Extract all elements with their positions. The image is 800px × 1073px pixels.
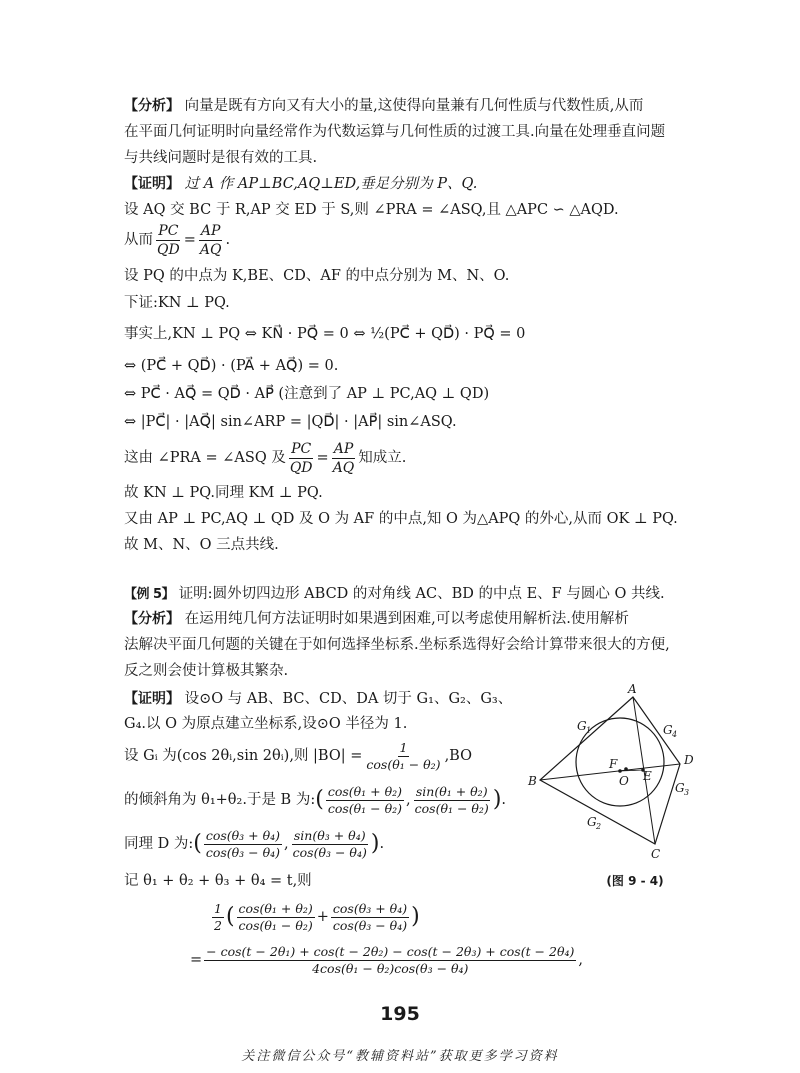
- label-g3-sub: 3: [684, 788, 690, 797]
- analysis2-line1: [124, 608, 709, 630]
- proof1-text1: 过 A 作 AP⊥BC,AQ⊥ED,垂足分别为 P、Q.: [184, 176, 478, 192]
- label-c: C: [651, 847, 661, 861]
- label-f: F: [609, 757, 618, 771]
- proof2-line3: [124, 736, 534, 776]
- proof2-l7-half: [212, 901, 224, 934]
- frac-den: cos(θ₃ − θ₄): [205, 844, 281, 860]
- proof1-line13: 故 M、N、O 三点共线.: [124, 537, 279, 553]
- proof2-line5: 同理 D 为: ( $\frac{\text{cos(θ₃ + θ₄)}}{\text{cos(θ₃ − θ₄)}}$ , $\frac{\text{sin(θ₃ + θ₄)}}{\text{cos(θ₃ − θ₄)}}$ ) .: [124, 827, 385, 860]
- proof1-line4: 设 PQ 的中点为 K,BE、CD、AF 的中点分别为 M、N、O.: [124, 268, 510, 284]
- proof1-line8: ⇔ PC⃗ · AQ⃗ = QD⃗ · AP⃗ (注意到了 AP ⊥ PC,AQ ⊥ QD): [124, 386, 490, 402]
- figure-9-4: [525, 682, 705, 872]
- example5-text: 证明:圆外切四边形 ABCD 的对角线 AC、BD 的中点 E、F 与圆心 O 共线.: [178, 586, 665, 602]
- frac-num: 1: [214, 900, 222, 916]
- proof1-l10-frac2: [331, 440, 357, 477]
- proof1-line3: 从而 $\frac{PC}{QD}$ = $\frac{AP}{AQ}$ .: [124, 222, 231, 258]
- analysis2-line3: 反之则会使计算极其繁杂.: [124, 663, 289, 679]
- frac-num: cos(θ₁ + θ₂): [327, 783, 403, 799]
- proof2-l3-suffix: ,BO: [444, 748, 472, 764]
- proof1-tag: 【证明】: [124, 176, 180, 192]
- frac-den: cos(θ₃ − θ₄): [332, 917, 408, 933]
- label-e: E: [643, 769, 652, 783]
- proof1-line9: ⇔ |PC⃗| · |AQ⃗| sin∠ARP = |QD⃗| · |AP⃗| sin∠ASQ.: [124, 414, 457, 430]
- label-a: A: [628, 682, 637, 696]
- proof2-l4-prefix: 的倾斜角为 θ₁+θ₂.于是 B 为:: [124, 792, 316, 808]
- proof2-l4-frac1: [326, 784, 404, 817]
- proof1-line1: [124, 173, 709, 195]
- proof2-line1: [124, 688, 534, 710]
- proof1-line5: 下证:KN ⊥ PQ.: [124, 295, 230, 311]
- point-o: [624, 767, 628, 771]
- proof2-l5-prefix: 同理 D 为:: [124, 836, 194, 852]
- frac-num: AP: [333, 440, 354, 457]
- frac-num: 1: [399, 739, 408, 755]
- proof1-l10-frac1: [288, 440, 315, 477]
- label-o: O: [619, 774, 629, 788]
- frac-den: 2: [214, 917, 222, 933]
- page-number: 195: [380, 1003, 420, 1025]
- analysis1-tag: 【分析】: [124, 98, 180, 114]
- frac-den: cos(θ₁ − θ₂): [366, 756, 441, 772]
- label-g1: G: [577, 719, 587, 733]
- proof2-text1: 设⊙O 与 AB、BC、CD、DA 切于 G₁、G₂、G₃、: [184, 691, 513, 707]
- analysis2-line2: 法解决平面几何题的关键在于如何选择坐标系.坐标系选得好会给计算带来很大的方便,: [124, 637, 670, 653]
- frac-den: cos(θ₃ − θ₄): [292, 844, 367, 860]
- proof2-tag: 【证明】: [124, 691, 180, 707]
- frac-den: 4cos(θ₁ − θ₂)cos(θ₃ − θ₄): [312, 960, 469, 976]
- analysis2-tag: 【分析】: [124, 611, 180, 627]
- label-g2: G: [587, 815, 597, 829]
- frac-num: cos(θ₃ + θ₄): [205, 827, 281, 843]
- proof2-l5-frac1: [204, 828, 282, 861]
- frac-den: cos(θ₁ − θ₂): [238, 917, 313, 933]
- label-g2-sub: 2: [596, 822, 602, 831]
- proof1-line12: 又由 AP ⊥ PC,AQ ⊥ QD 及 O 为 AF 的中点,知 O 为△APQ 的外心,从而 OK ⊥ PQ.: [124, 511, 678, 527]
- proof1-l10-prefix: 这由 ∠PRA = ∠ASQ 及: [124, 450, 286, 466]
- frac-num: sin(θ₁ + θ₂): [415, 783, 488, 799]
- proof2-line6: 记 θ₁ + θ₂ + θ₃ + θ₄ = t,则: [124, 873, 312, 889]
- proof2-l5-frac2: [291, 828, 369, 861]
- proof1-line7: ⇔ (PC⃗ + QD⃗) · (PA⃗ + AQ⃗) = 0.: [124, 358, 339, 374]
- analysis1-text1: 向量是既有方向又有大小的量,这使得向量兼有几何性质与代数性质,从而: [184, 98, 644, 114]
- frac-num: AP: [200, 222, 221, 239]
- frac-num: − cos(t − 2θ₁) + cos(t − 2θ₂) − cos(t − 2θ₃) + cos(t − 2θ₄): [206, 943, 575, 959]
- example5-line: [124, 583, 709, 606]
- label-g4-sub: 4: [672, 730, 678, 739]
- example5-tag: 【例 5】: [124, 587, 175, 602]
- proof2-l7-frac1: [237, 901, 315, 934]
- frac-den: QD: [157, 241, 180, 258]
- proof1-line2: 设 AQ 交 BC 于 R,AP 交 ED 于 S,则 ∠PRA = ∠ASQ,且 △APC ∽ △AQD.: [124, 202, 619, 218]
- proof1-line6: 事实上,KN ⊥ PQ ⇔ KN⃗ · PQ⃗ = 0 ⇔ ½(PC⃗ + QD⃗) · PQ⃗ = 0: [124, 326, 526, 342]
- proof2-l3-frac: [364, 740, 442, 773]
- proof1-l3-prefix: 从而: [124, 232, 153, 248]
- proof2-line8: = $\frac{\text{− cos(t − 2θ₁) + cos(t − 2θ₂) − cos(t − 2θ₃) + cos(t − 2θ₄)}}{\text{4cos(θ₁ − θ₂)cos(θ₃ − θ₄)}}$ ,: [190, 943, 583, 976]
- proof1-l10-suffix: 知成立.: [358, 450, 407, 466]
- frac-den: cos(θ₁ − θ₂): [414, 800, 489, 816]
- footer-note: 关注微信公众号“教辅资料站”获取更多学习资料: [241, 1049, 559, 1064]
- proof2-line7: $\frac{1}{2}$ ( $\frac{\text{cos(θ₁ + θ₂)}}{\text{cos(θ₁ − θ₂)}}$ + $\frac{\text{cos(θ₃ + θ₄)}}{\text{cos(θ₃ − θ₄)}}$ ): [214, 900, 420, 933]
- frac-den: cos(θ₁ − θ₂): [327, 800, 403, 816]
- frac-num: cos(θ₁ + θ₂): [238, 900, 313, 916]
- proof1-line11: 故 KN ⊥ PQ.同理 KM ⊥ PQ.: [124, 485, 323, 501]
- frac-den: QD: [289, 459, 313, 476]
- label-g4: G: [663, 723, 673, 737]
- proof1-line10: 这由 ∠PRA = ∠ASQ 及 $\frac{PC}{QD}$ = $\frac{AP}{AQ}$ 知成立.: [124, 440, 407, 476]
- analysis2-text1: 在运用纯几何方法证明时如果遇到困难,可以考虑使用解析法.使用解析: [184, 611, 629, 627]
- frac-num: sin(θ₃ + θ₄): [293, 827, 366, 843]
- proof2-l8-frac: [204, 944, 576, 977]
- label-g3: G: [675, 781, 685, 795]
- frac-den: AQ: [332, 459, 355, 476]
- proof2-l7-frac2: [331, 901, 409, 934]
- frac-den: AQ: [199, 241, 222, 258]
- label-g1-sub: 1: [586, 726, 592, 735]
- frac-num: PC: [158, 222, 179, 239]
- frac-num: PC: [291, 440, 312, 457]
- proof1-l3-frac1: [155, 222, 182, 259]
- frac-num: cos(θ₃ + θ₄): [332, 900, 408, 916]
- proof2-l3-prefix: 设 Gᵢ 为(cos 2θᵢ,sin 2θᵢ),则 |BO| =: [124, 748, 363, 764]
- analysis1-line2: 在平面几何证明时向量经常作为代数运算与几何性质的过渡工具.向量在处理垂直问题: [124, 124, 666, 140]
- figure-caption: (图 9 - 4): [606, 874, 664, 888]
- proof2-line2: G₄.以 O 为原点建立坐标系,设⊙O 半径为 1.: [124, 716, 408, 732]
- analysis1-line1: [124, 95, 709, 117]
- analysis1-line3: 与共线问题时是很有效的工具.: [124, 150, 318, 166]
- label-b: B: [528, 774, 537, 788]
- proof2-line4: 的倾斜角为 θ₁+θ₂.于是 B 为: ( $\frac{\text{cos(θ₁ + θ₂)}}{\text{cos(θ₁ − θ₂)}}$ , $\frac{\text{sin(θ₁ + θ₂)}}{\text{cos(θ₁ − θ₂)}}$ ) .: [124, 783, 507, 816]
- label-d: D: [684, 753, 694, 767]
- proof1-l3-frac2: [198, 222, 224, 259]
- proof2-l4-frac2: [413, 784, 491, 817]
